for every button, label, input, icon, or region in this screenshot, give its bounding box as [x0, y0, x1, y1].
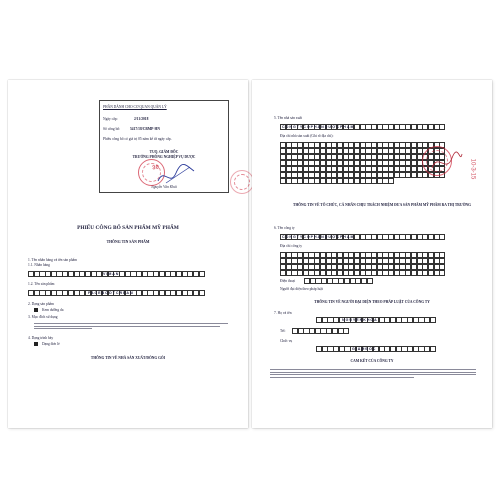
- date-value: 2/11/2018: [134, 117, 149, 121]
- legal-representative-label: Người đại diện theo pháp luật: [280, 287, 323, 291]
- number-value: 5417/18/CBMP-HN: [130, 127, 160, 131]
- signer-name: Nguyễn Văn Khải: [151, 185, 177, 189]
- rep-position-label: Chức vụ: [280, 339, 293, 343]
- document-page-right: [252, 80, 492, 428]
- field-6-label: 6. Tên công ty: [274, 226, 295, 230]
- brand-value: V I M A N: [103, 272, 119, 276]
- signer-title-1: TUQ. GIÁM ĐỐC: [149, 150, 179, 154]
- document-title: PHIẾU CÔNG BỐ SẢN PHẨM MỸ PHẨM: [77, 225, 179, 231]
- company-phone-label: Điện thoại: [280, 279, 296, 283]
- company-phone-boxes: [304, 278, 372, 284]
- page-edge-seal: [230, 170, 254, 194]
- field-5-label: 5. Tên nhà sản xuất: [274, 116, 302, 120]
- section-legal-rep-info: THÔNG TIN VỀ NGƯỜI ĐẠI DIỆN THEO PHÁP LUẬT CỦA CÔNG TY: [314, 300, 430, 304]
- section-commitment: CAM KẾT CỦA CÔNG TY: [350, 359, 394, 363]
- rep-phone-label: Tel:: [280, 329, 286, 333]
- date-label: Ngày cấp:: [103, 117, 118, 121]
- handwritten-signature: [156, 161, 196, 189]
- section-manufacturer-info: THÔNG TIN VỀ NHÀ SẢN XUẤT/ĐÓNG GÓI: [90, 356, 166, 360]
- purpose-text-block: [34, 323, 228, 331]
- address-row-7: [280, 178, 394, 184]
- section-product-info: THÔNG TIN SẢN PHẨM: [106, 240, 150, 244]
- rep-position-value: G I Á M Đ Ố C: [352, 347, 376, 351]
- handwritten-margin-note: 10-3-15: [469, 158, 476, 180]
- admin-section-box: [99, 100, 229, 193]
- rep-position-boxes: [316, 346, 435, 352]
- field-4-label: 4. Dạng trình bày: [28, 336, 54, 340]
- field-1-1-label: 1.1. Nhãn hàng: [28, 263, 50, 267]
- field-3-label: 3. Mục đích sử dụng: [28, 315, 58, 319]
- commitment-text-block: [270, 369, 476, 380]
- checked-box-single: [34, 342, 38, 346]
- company-signature: [430, 150, 464, 176]
- validity-text: Phiếu công bố có giá trị 05 năm kể từ ngày cấp.: [103, 137, 172, 141]
- date-stamp: 30: [151, 163, 160, 172]
- field-7-label: 7. Họ và tên: [274, 311, 292, 315]
- rep-phone-boxes: [292, 328, 349, 334]
- field-1-label: 1. Tên nhãn hàng và tên sản phẩm: [28, 258, 78, 262]
- rep-name-value: N G U Y Ễ N K H O A: [342, 318, 377, 322]
- number-label: Số công bố:: [103, 127, 121, 131]
- admin-box-header: PHẦN DÀNH CHO CƠ QUAN QUẢN LÝ: [103, 105, 167, 109]
- product-name-value: F A C E B O O T C R E A M: [88, 291, 133, 295]
- field-2-option: Kem dưỡng da: [42, 308, 64, 312]
- field-2-label: 2. Dạng sản phẩm: [28, 302, 54, 306]
- signer-title-2: TRƯỞNG PHÒNG NGHIỆP VỤ DƯỢC: [132, 155, 196, 159]
- manufacturer-address-label: Địa chỉ nhà sản xuất (Ghi rõ địa chỉ):: [280, 134, 334, 138]
- company-address-row-4: [280, 270, 445, 276]
- company-name-value: C Ô N G T Y C Ổ P H Ầ N D Ư Ợ C P H Ẩ M: [282, 235, 354, 239]
- document-page-left: [8, 80, 248, 428]
- field-1-2-label: 1.2. Tên sản phẩm: [28, 282, 55, 286]
- field-4-option: Dạng đơn lẻ: [42, 342, 60, 346]
- section-responsible-org: THÔNG TIN VỀ TỔ CHỨC, CÁ NHÂN CHỊU TRÁCH NHIỆM ĐƯA SẢN PHẨM MỸ PHẨM RA THỊ TRƯỜNG: [293, 203, 471, 207]
- checked-box-cream: [34, 308, 38, 312]
- company-address-label: Địa chỉ công ty: [280, 244, 303, 248]
- manufacturer-value: C Ô N G T Y C Ổ P H Ầ N D Ư Ợ C P H Ẩ M: [282, 125, 354, 129]
